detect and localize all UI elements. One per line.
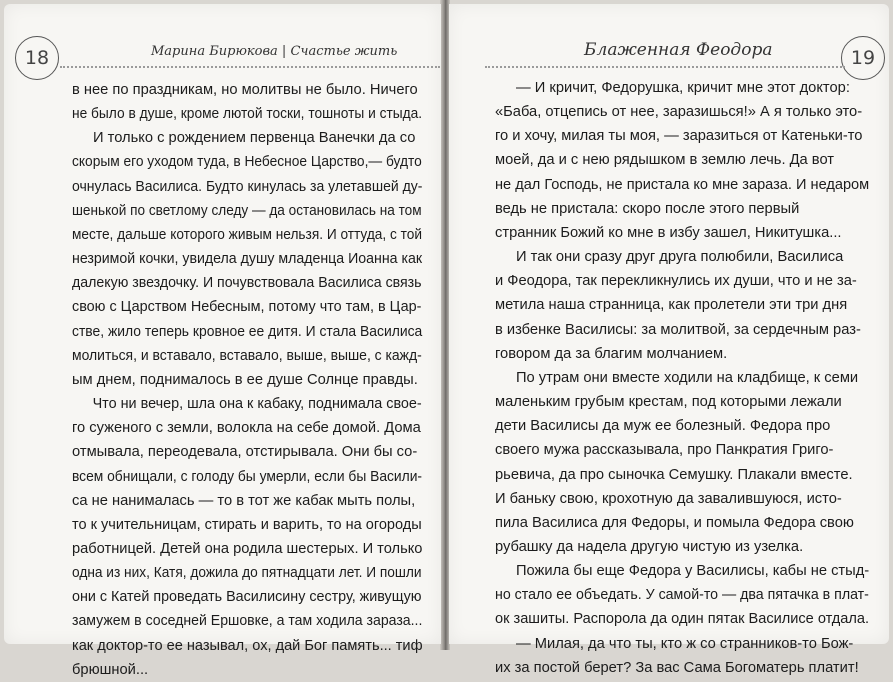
- right-page-line: дети Василисы да муж ее болезный. Федора про: [495, 418, 831, 435]
- left-page-line: всем обнищали, с голоду бы умерли, если бы Васили-: [72, 468, 423, 485]
- left-page-line: стве, жило теперь кровное ее дитя. И стала Василиса: [72, 323, 423, 340]
- right-page-line: рубашку да надела другую чистую из узелка.: [495, 538, 804, 555]
- left-header-rule: [60, 66, 440, 68]
- left-page-line: брюшной...: [72, 661, 149, 678]
- right-page-line: не дал Господь, не пристала ко мне зараза. И недаром: [495, 176, 870, 193]
- left-page-line: работницей. Детей она родила шестерых. И только: [72, 540, 423, 557]
- left-page-line: И только с рождением первенца Ванечки да со: [93, 130, 416, 147]
- right-page-line: рьевича, да про сыночка Семушку. Плакали вместе.: [495, 466, 853, 483]
- left-page-line: са не нанималась — то в тот же кабак мыть полы,: [72, 492, 416, 509]
- left-page-line: очнулась Василиса. Будто кинулась за улетавшей ду-: [72, 178, 423, 195]
- right-page-line: го и хочу, милая ты моя, — заразиться от Катеньки-то: [495, 128, 863, 145]
- right-page-line: И баньку свою, крохотную да завалившуюся, исто-: [495, 490, 842, 507]
- right-page-line: в избенке Василисы: за молитвой, за сердечным раз-: [495, 321, 861, 338]
- right-page-line: странник Божий ко мне в избу зашел, Никитушка...: [495, 224, 842, 241]
- right-page-line: ведь не пристала: скоро после этого первый: [495, 200, 800, 217]
- right-page-line: Пожила бы еще Федора у Василисы, кабы не стыд-: [516, 563, 870, 580]
- right-page-line: И так они сразу друг друга полюбили, Василиса: [516, 249, 844, 266]
- right-body-text: [495, 76, 869, 680]
- left-page-line: то к учительницам, стирать и варить, то на огороды: [72, 516, 422, 533]
- right-running-head: Блаженная Феодора: [584, 40, 773, 60]
- left-page-line: ым днем, поднималось в ее душе Солнце правды.: [72, 371, 418, 388]
- right-page-line: моей, да и с нею рядышком в землю лечь. Да вот: [495, 152, 835, 169]
- left-page-line: далекую звездочку. И почувствовала Василиса связь: [72, 275, 422, 292]
- right-page-line: — Милая, да что ты, кто ж со странников-то Бож-: [516, 635, 854, 652]
- left-page-line: незримой кочки, увидела душу младенца Иоанна как: [72, 251, 423, 268]
- left-page-line: скорым его уходом туда, в Небесное Царство,— будто: [72, 154, 422, 171]
- left-body-text: [72, 78, 422, 682]
- left-page-line: они с Катей проведать Василисину сестру, живущую: [72, 589, 422, 606]
- left-page-number: 18: [15, 36, 59, 80]
- left-page: [4, 4, 441, 678]
- left-page-line: шенькой по светлому следу — да остановилась на том: [72, 202, 422, 219]
- right-page: [449, 4, 889, 676]
- right-page-line: По утрам они вместе ходили на кладбище, к семи: [516, 369, 859, 386]
- left-page-line: одна из них, Катя, дожила до пятнадцати лет. И пошли: [72, 565, 422, 582]
- left-page-line: не было в душе, кроме лютой тоски, тошноты и стыда.: [72, 106, 423, 123]
- right-header-rule: [485, 66, 845, 68]
- left-page-line: отмывала, переодевала, отстирывала. Они бы со-: [72, 444, 418, 461]
- right-page-line: их за постой берет? За вас Сама Богоматерь платит!: [495, 659, 859, 676]
- left-page-line: свою с Царством Небесным, потому что там, в Цар-: [72, 299, 422, 316]
- right-page-line: но стало ее объедать. У самой-то — два пятачка в плат-: [495, 587, 869, 604]
- left-page-line: го суженого с земли, волокла на себе домой. Дома: [72, 420, 421, 437]
- right-page-line: пила Василиса для Федоры, и помыла Федора свою: [495, 514, 854, 531]
- right-page-line: маленьким грубым крестам, под которыми лежали: [495, 394, 842, 411]
- left-page-line: замужем в соседней Ершовке, а там ходила зараза...: [72, 613, 423, 630]
- right-page-line: говором да за благим молчанием.: [495, 345, 728, 362]
- left-page-line: в нее по праздникам, но молитвы не было. Ничего: [72, 82, 418, 98]
- left-page-line: месте, дальше которого живым нельзя. И оттуда, с той: [72, 226, 422, 243]
- right-page-number: 19: [841, 36, 885, 80]
- right-page-line: своего мужа рассказывала, про Панкратия Григо-: [495, 442, 834, 459]
- right-page-line: и Феодора, так перекликнулись их души, что и не за-: [495, 273, 857, 290]
- left-page-line: как доктор-то ее называл, ох, дай Бог память... тиф: [72, 637, 423, 654]
- left-page-line: молиться, и вставало, вставало, выше, выше, с кажд-: [72, 347, 422, 364]
- right-page-line: — И кричит, Федорушка, кричит мне этот доктор:: [516, 80, 850, 96]
- right-page-line: ок зашиты. Распорола да один пятак Василисе отдала.: [495, 611, 870, 628]
- right-page-line: метила наша странница, как пролетели эти три дня: [495, 297, 848, 314]
- left-running-head: Марина Бирюкова | Счастье жить: [151, 44, 398, 59]
- left-page-line: Что ни вечер, шла она к кабаку, поднимала свое-: [92, 396, 422, 413]
- right-page-line: «Баба, отцепись от нее, заразишься!» А я только это-: [495, 104, 863, 121]
